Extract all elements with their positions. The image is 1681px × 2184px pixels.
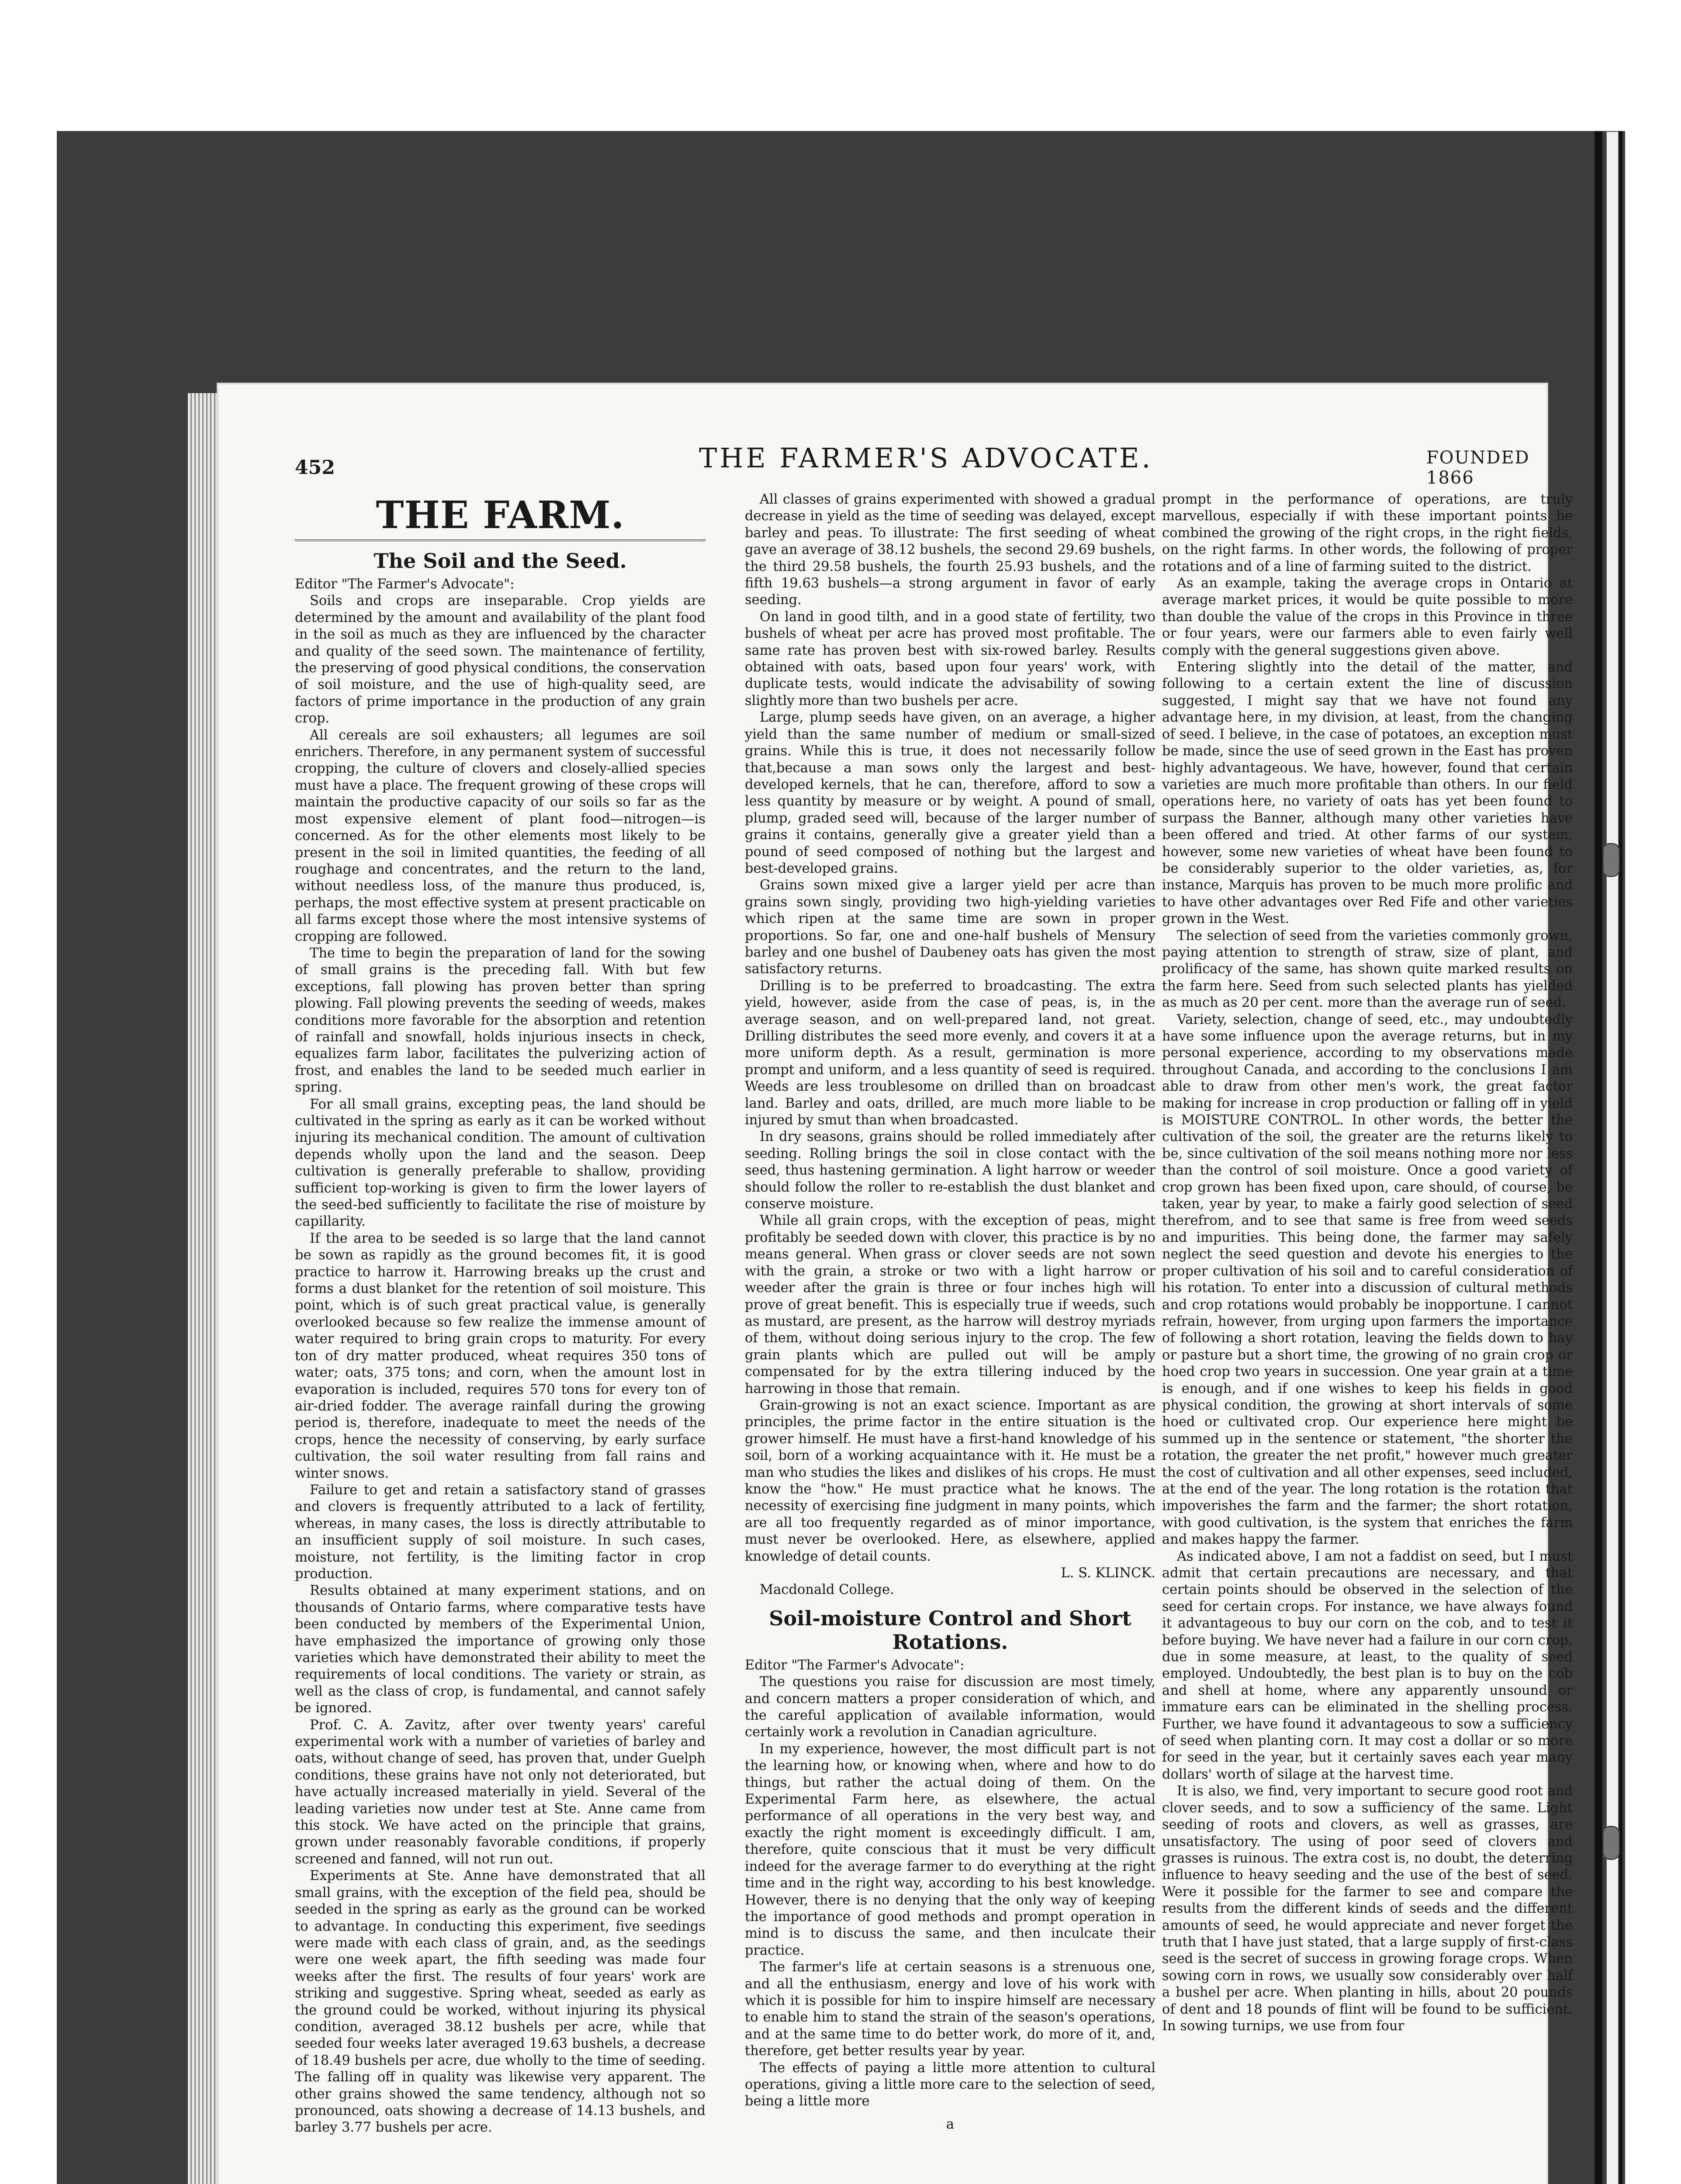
page-number: 452: [295, 456, 335, 479]
paragraph: It is also, we find, very important to secure good root and clover seeds, and to sow a sufficiency of the same. Light seeding of roots and clovers, as well as grasses, are unsatisfactory. The using of poor seed of clovers and grasses is ruinous. The extra cost is, no doubt, the deterring influence to heavy seeding and the use of the best of seed. Were it possible for the farmer to see and compare the results from the different kinds of seeds and the different amounts of seed, he would appreciate and never forget the truth that I have just stated, that a large supply of first-class seed is the secret of success in growing forage crops. When sowing corn in rows, we usually sow considerably over half a bushel per acre. When planting in hills, about 20 pounds of dent and 18 pounds of flint will be found to be sufficient. In sowing turnips, we use from four: [1162, 1783, 1573, 2034]
paragraph: Grain-growing is not an exact science. Important as are principles, the prime factor in the entire situation is the grower himself. He must have a first-hand knowledge of his soil, born of a working acquaintance with it. He must be a man who studies the likes and dislikes of his crops. He must know the "how." He must practice what he knows. The necessity of exercising fine judgment in many points, which are all too frequently regarded as of minor importance, must never be overlooked. Here, as elsewhere, applied knowledge of detail counts.: [745, 1397, 1155, 1564]
paragraph: All classes of grains experimented with showed a gradual decrease in yield as the time of seeding was delayed, except barley and peas. To illustrate: The first seeding of wheat gave an average of 38.12 bushels, the second 29.69 bushels, the third 29.58 bushels, the fourth 25.93 bushels, and the fifth 19.63 bushels—a strong argument in favor of early seeding.: [745, 492, 1155, 608]
paragraph: Soils and crops are inseparable. Crop yields are determined by the amount and availability of the plant food in the soil as much as they are influenced by the character and quality of the seed sown. The maintenance of fertility, the preserving of good physical conditions, the conservation of soil moisture, and the use of high-quality seed, are factors of prime importance in the production of any grain crop.: [295, 593, 706, 726]
article-2-title: Soil-moisture Control and Short Rotations.: [769, 1606, 1131, 1654]
column-1: [295, 491, 706, 2136]
paragraph: Entering slightly into the detail of the matter, and following to a certain extent the line of discussion suggested, I might say that we have not found any advantage here, in my division, at least, from the changing of seed. I believe, in the case of potatoes, an exception must be made, since the use of seed grown in the East has proven highly advantageous. We have, however, found that certain varieties are much more profitable than others. In our field operations here, no variety of oats has yet been found to surpass the Banner, although many other varieties have been offered and tried. At other farms of our system, however, some new varieties of wheat have been found to be considerably superior to the older varieties, as, for instance, Marquis has proven to be much more prolific and to have other advantages over Red Fife and other varieties grown in the West.: [1162, 660, 1573, 927]
article-1-title: The Soil and the Seed.: [374, 549, 627, 573]
article-1-editor-line: Editor "The Farmer's Advocate":: [295, 577, 515, 592]
section-title: THE FARM.: [295, 496, 706, 541]
scan-edge-tab: [1606, 131, 1619, 2184]
paragraph: The farmer's life at certain seasons is a strenuous one, and all the enthusiasm, energy and love of his work with which it is possible for him to inspire himself are necessary to enable him to stand the strain of the season's operations, and at the same time to do better work, do more of it, and, therefore, get better results year by year.: [745, 1959, 1155, 2059]
newspaper-page: [218, 384, 1573, 2184]
paragraph: Experiments at Ste. Anne have demonstrated that all small grains, with the exception of the field pea, should be seeded in the spring as early as the ground can be worked to advantage. In conducting this experiment, five seedings were made with each class of grain, and, as the seedings were one week apart, the fifth seeding was made four weeks after the first. The results of four years' work are striking and suggestive. Spring wheat, seeded as early as the ground could be worked, without injuring its physical condition, averaged 38.12 bushels per acre, while that seeded four weeks later averaged 19.63 bushels, a decrease of 18.49 bushels per acre, due wholly to the time of seeding. The falling off in quality was likewise very apparent. The other grains showed the same tendency, although not so pronounced, oats showing a decrease of 14.13 bushels, and barley 3.77 bushels per acre.: [295, 1868, 706, 2136]
paragraph: If the area to be seeded is so large that the land cannot be sown as rapidly as the ground becomes fit, it is good practice to harrow it. Harrowing breaks up the crust and forms a dust blanket for the retention of soil moisture. This point, which is of such great practical value, is generally overlooked because so few realize the immense amount of water required to bring grain crops to maturity. For every ton of dry matter produced, wheat requires 350 tons of water; oats, 375 tons; and corn, when the amount lost in evaporation is included, requires 570 tons for every ton of air-dried fodder. The average rainfall during the growing period is, therefore, inadequate to meet the needs of the crops, hence the necessity of conserving, by early surface cultivation, the soil water resulting from fall rains and winter snows.: [295, 1230, 706, 1481]
paragraph: On land in good tilth, and in a good state of fertility, two bushels of wheat per acre has proved most profitable. The same rate has proven best with six-rowed barley. Results obtained with oats, based upon four years' work, with duplicate tests, would indicate the advisability of sowing slightly more than two bushels per acre.: [745, 609, 1155, 708]
column-3: [1162, 491, 1573, 2035]
paragraph: The selection of seed from the varieties commonly grown, paying attention to strength of straw, size of plant, and prolificacy of the same, has shown quite marked results on the farm here. Seed from such selected plants has yielded as much as 20 per cent. more than the average run of seed.: [1162, 928, 1573, 1011]
masthead: THE FARMER'S ADVOCATE.: [699, 442, 1153, 474]
paragraph: Grains sown mixed give a larger yield per acre than grains sown singly, providing two high-yielding varieties which ripen at the same time are sown in proper proportions. So far, one and one-half bushels of Mensury barley and one bushel of Daubeney oats has given the most satisfactory returns.: [745, 878, 1155, 977]
paragraph: In my experience, however, the most difficult part is not the learning how, or knowing when, where and how to do things, but rather the actual doing of them. On the Experimental Farm here, as elsewhere, the actual performance of all operations in the very best way, and exactly the right moment is exceedingly difficult. I am, therefore, quite conscious that it must be very difficult indeed for the average farmer to do everything at the right time and in the right way, according to his best knowledge. However, there is no denying that the only way of keeping the importance of good methods and prompt operation in mind is to discuss the same, and then inculcate their practice.: [745, 1741, 1155, 1958]
paragraph: For all small grains, excepting peas, the land should be cultivated in the spring as early as it can be worked without injuring its mechanical condition. The amount of cultivation depends wholly upon the land and the season. Deep cultivation is generally preferable to shallow, providing sufficient top-working is given to firm the lower layers of the seed-bed sufficiently to facilitate the rise of moisture by capillarity.: [295, 1096, 706, 1230]
paragraph: As an example, taking the average crops in Ontario at average market prices, it would be quite possible to more than double the value of the crops in this Province in three or four years, were our farmers able to even fairly well comply with the general suggestions given above.: [1162, 576, 1573, 658]
scan-edge-bar-1: [1595, 131, 1602, 2184]
paragraph: Drilling is to be preferred to broadcasting. The extra yield, however, aside from the case of peas, is, in the average season, and on well-prepared land, not great. Drilling distributes the seed more evenly, and covers it at a more uniform depth. As a result, germination is more prompt and uniform, and a less quantity of seed is required. Weeds are less troublesome on drilled than on broadcast land. Barley and oats, drilled, are much more liable to be injured by smut than when broadcasted.: [745, 978, 1155, 1128]
paragraph: Results obtained at many experiment stations, and on thousands of Ontario farms, where comparative tests have been conducted by members of the Experimental Union, have emphasized the importance of growing only those varieties which have demonstrated their ability to meet the requirements of local conditions. The variety or strain, as well as the class of crop, is fundamental, and cannot safely be ignored.: [295, 1583, 706, 1716]
founded-line: FOUNDED 1866: [1426, 448, 1530, 488]
binder-hole: [1602, 843, 1620, 877]
article-1-affiliation: Macdonald College.: [760, 1582, 894, 1598]
paragraph: Variety, selection, change of seed, etc., may undoubtedly have some influence upon the average returns, but in my personal experience, according to my observations made throughout Canada, and according to the conclusions I am able to draw from other men's work, the great factor making for increase in crop production or falling off in yield is MOISTURE CONTROL. In other words, the better the cultivation of the soil, the greater are the returns likely to be, since cultivation of the soil means nothing more nor less than the control of soil moisture. Once a good variety of crop grown has been fixed upon, care should, of course, be taken, year by year, to make a fairly good selection of seed therefrom, and to see that same is free from weed seeds and impurities. This being done, the farmer may safely neglect the seed question and devote his energies to the proper cultivation of his soil and to careful consideration of his rotation. To enter into a discussion of cultural methods and crop rotations would probably be inopportune. I cannot refrain, however, from urging upon farmers the importance of following a short rotation, leaving the fields down to hay or pasture but a short time, the growing of no grain crop or hoed crop two years in succession. One year grain at a time is enough, and if one wishes to keep his fields in good physical condition, the growing at short intervals of some hoed or cultivated crop. Our experience here might be summed up in the sentence or statement, "the shorter the rotation, the greater the net profit," however much greater the cost of cultivation and all other expenses, seed included, at the end of the year. The long rotation is the rotation that impoverishes the farm and the farmer; the short rotation, with good cultivation, is the system that enriches the farm and makes happy the farmer.: [1162, 1012, 1573, 1548]
paragraph: While all grain crops, with the exception of peas, might profitably be seeded down with clover, this practice is by no means general. When grass or clover seeds are not sown with the grain, a stroke or two with a light harrow or weeder after the grain is three or four inches high will prove of great benefit. This is especially true if weeds, such as mustard, are present, as the harrow will destroy myriads of them, without doing serious injury to the crop. The few grain plants which are pulled out will be amply compensated for by the extra tillering induced by the harrowing in those that remain.: [745, 1213, 1155, 1396]
paragraph: Large, plump seeds have given, on an average, a higher yield than the same number of medium or small-sized grains. While this is true, it does not necessarily follow that,because a man sows only the largest and best-developed kernels, that he can, therefore, afford to sow a less quantity by measure or by weight. A pound of small, plump, graded seed will, because of the larger number of grains it contains, generally give a greater yield than a pound of seed composed of nothing but the largest and best-developed grains.: [745, 710, 1155, 876]
paragraph: All cereals are soil exhausters; all legumes are soil enrichers. Therefore, in any permanent system of successful cropping, the culture of clovers and closely-allied species must have a place. The frequent growing of these crops will maintain the productive capacity of our soils so far as the most expensive element of plant food—nitrogen—is concerned. As for the other elements most likely to be present in the soil in limited quantities, the feeding of all roughage and concentrates, and the return to the land, without needless loss, of the manure thus produced, is, perhaps, the most effective system at present practicable on all farms except those where the most intensive systems of cropping are followed.: [295, 727, 706, 944]
paragraph: The time to begin the preparation of land for the sowing of small grains is the preceding fall. With but few exceptions, fall plowing has proven better than spring plowing. Fall plowing prevents the seeding of weeds, makes conditions more favorable for the absorption and retention of rainfall and snowfall, holds injurious insects in check, equalizes farm labor, facilitates the pulverizing action of frost, and enables the land to be seeded much earlier in spring.: [295, 945, 706, 1095]
paragraph: The questions you raise for discussion are most timely, and concern matters a proper consideration of which, and the careful application of available information, would certainly work a revolution in Canadian agriculture.: [745, 1674, 1155, 1740]
footer-mark: a: [946, 2116, 955, 2132]
column-2: [745, 491, 1155, 2133]
article-2-editor-line: Editor "The Farmer's Advocate":: [745, 1657, 965, 1673]
paragraph: prompt in the performance of operations, are truly marvellous, especially if with these important points be combined the growing of the right crops, in the right fields, on the right farms. In other words, the following of proper rotations and of a line of farming suited to the district.: [1162, 492, 1573, 574]
paragraph: Failure to get and retain a satisfactory stand of grasses and clovers is frequently attributed to a lack of fertility, whereas, in many cases, the loss is directly attributable to an insufficient supply of soil moisture. In such cases, moisture, not fertility, is the limiting factor in crop production.: [295, 1482, 706, 1582]
book-page-edges-left: [188, 393, 223, 2184]
article-1-signature: L. S. KLINCK.: [1061, 1565, 1155, 1581]
paragraph: Prof. C. A. Zavitz, after over twenty years' careful experimental work with a number of varieties of barley and oats, without change of seed, has proven that, under Guelph conditions, these grains have not only not deteriorated, but have actually increased materially in yield. Several of the leading varieties now under test at Ste. Anne came from this stock. We have acted on the principle that grains, grown under reasonably favorable conditions, if properly screened and fanned, will not run out.: [295, 1717, 706, 1867]
paragraph: In dry seasons, grains should be rolled immediately after seeding. Rolling brings the soil in close contact with the seed, thus hastening germination. A light harrow or weeder should follow the roller to re-establish the dust blanket and conserve moisture.: [745, 1129, 1155, 1212]
binder-hole: [1602, 1826, 1620, 1860]
paragraph: The effects of paying a little more attention to cultural operations, giving a little more care to the selection of seed, being a little more: [745, 2060, 1155, 2109]
paragraph: As indicated above, I am not a faddist on seed, but I must admit that certain precautions are necessary, and that certain points should be observed in the selection of the seed for certain crops. For instance, we have always found it advantageous to buy our corn on the cob, and to test it before buying. We have never had a failure in our corn crop, due in some measure, at least, to the quality of seed employed. Undoubtedly, the best plan is to buy on the cob and shell at home, where any apparently unsound or immature ears can be eliminated in the shelling process. Further, we have found it advantageous to sow a sufficiency of seed when planting corn. It may cost a dollar or so more for seed in the year, but it certainly saves each year many dollars' worth of silage at the harvest time.: [1162, 1548, 1573, 1782]
